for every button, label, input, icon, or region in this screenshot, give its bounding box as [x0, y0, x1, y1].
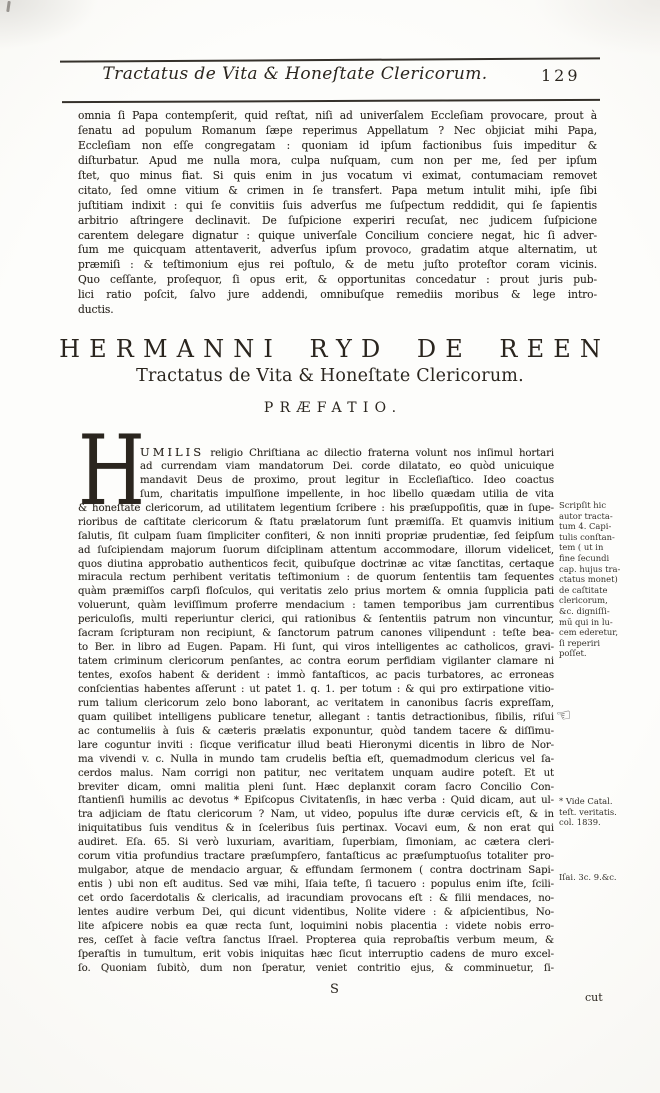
opening-word-caps: UMILIS [140, 446, 205, 459]
text-line: ma vivendi v. c. Nulla in mundo tam crudelis beſtia eſt, quemadmodum clericus vel ſa- [78, 753, 554, 765]
margin-note-line: ctatus monet) [559, 574, 618, 585]
text-line: ſtet, quo minus fiat. Si quis enim in jus vocatum vi eximat, contumaciam removet [78, 168, 597, 182]
text-line: mandavit Deus de proximo, prout legitur in Eccleſiaſtico. Ideo coactus [140, 474, 554, 486]
text-line: periculoſis, multi reperiuntur clerici, qui rationibus & ſententiis patrum non vincuntur, [78, 614, 554, 626]
text-line: ad currendam viam mandatorum Dei. corde dilatato, eo quòd unicuique [140, 460, 554, 472]
text-line: ſenatu ad populum Romanum ſæpe reperimus Appellatum ? Nec objiciat mihi Papa, [78, 123, 597, 137]
text-line: entis ) ubi non eſt auditus. Sed væ mihi, Iſaia teſte, ſi tacuero : populus enim iſte, ſcili- [78, 879, 554, 891]
text-line: conſcientias habentes aſſerunt : ut patet 1. q. 1. per totum : & qui pro extirpatione vitio- [78, 683, 554, 695]
preface-opening-line [140, 446, 554, 460]
margin-note-line: * Vide Catal. [559, 796, 613, 806]
text-line: ad ſuſcipiendam majorum ſuorum diſciplinam attentum accommodare, illorum videlicet, [78, 544, 554, 556]
catchword: cut [585, 991, 603, 1004]
text-line: citato, ſed omne vitium & crimen in ſe transfert. Papa metum intulit mihi, ipſe ſibi [78, 183, 597, 197]
margin-note-line: cap. hujus tra- [559, 563, 621, 574]
text-line: miracula rectum perhibent veritatis teſtimonium : de quorum ſententiis tam ſequentes [78, 572, 554, 584]
header-rule-bottom [62, 99, 600, 103]
running-head: Tractatus de Vita & Honeſtate Clericorum. [102, 64, 488, 84]
text-line: to Ber. in libro ad Eugen. Papam. Hi ſunt, qui viros intelligentes ac catholicos, gravi- [78, 642, 554, 654]
margin-note-line: de caſtitate [559, 584, 608, 595]
margin-note-line: ſi reperiri [559, 637, 601, 648]
text-line: omnia ſi Papa contempſerit, quid reſtat, niſi ad univerſalem Eccleſiam provocare, prout à [78, 109, 597, 122]
text-line: diſturbatur. Apud me nulla mora, culpa nuſquam, cum non per me, ſed per ipſum [78, 153, 597, 167]
margin-note-line: teſt. veritatis. [559, 806, 617, 817]
text-line: juſtitiam indixit : qui ſe convitiis ſuis adverſus me ſuſpectum reddidit, qui ſe ſapientis [78, 198, 597, 212]
text-line: res, ceſſet à facie veſtra ſanctus Iſrael. Propterea quia reprobaſtis verbum meum, & [78, 934, 554, 946]
text-line: breviter dicam, omni malitia pleni ſunt. Hæc deplanxit coram ſacro Concilio Con- [78, 781, 554, 793]
text-line: ſum me quicquam attentaverit, adverſus ipſum provoco, gradatim atque alternatim, ut [78, 243, 597, 257]
header-rule-top [60, 57, 600, 62]
text-line: lare coguntur inviti : ſicque verificatur illud beati Hieronymi dicentis in libro de Nor- [78, 739, 554, 751]
text-line: ſtantienſi humilis ac devotus * Epiſcopus Civitatenſis, in hæc verba : Quid dicam, aut ul- [78, 795, 554, 807]
text-line: iniquitatibus ſuis venditus & in ſceleribus ſuis pertinax. Vocavi eum, & non erat qui [78, 823, 554, 835]
text-line: ſalutis, ſit culpam ſuam ſimpliciter confiteri, & non inniti propriæ prudentiæ, ſed ſeipſum [78, 530, 554, 542]
text-line: cerdos malus. Nam corrigi non patitur, nec veritatem unquam audire poteſt. Et ut [78, 767, 554, 779]
text-line: tentes, exoſos habent & derident : immò fantaſticos, ac pacis turbatores, ac erroneas [78, 670, 554, 681]
signature-mark: S [330, 982, 339, 997]
treatise-subtitle: Tractatus de Vita & Honeſtate Clericorum. [136, 366, 524, 386]
preface-body [78, 415, 554, 976]
margin-note-line: tum 4. Capi- [559, 521, 612, 532]
text-line: Quo ceſſante, proſequor, ſi opus erit, & opportunitas concedatur : prout juris pub- [78, 273, 597, 287]
text-line: mulgabor, atque de mendacio arguar, & effundam ſermonem ( contra doctrinam Sapi- [78, 865, 554, 877]
text-line: cet ordo ſacerdotalis & clericalis, ad iracundiam provocans eſt : & filii mendaces, no- [78, 893, 554, 904]
page-number: 129 [541, 66, 581, 85]
margin-note-line: fine ſecundi [559, 552, 610, 563]
text-line: ac contumeliis à ſuis & cæteris prælatis exponuntur, quòd tandem tacere & diſſimu- [78, 725, 554, 737]
margin-note-isaiah: Iſai. 3c. 9.&c. [559, 872, 617, 882]
praefatio-heading: PRÆFATIO. [263, 400, 403, 416]
opening-line-text: religio Chriſtiana ac dilectio fraterna volunt nos inſimul hortari [210, 448, 554, 459]
margin-note-line: cem ederetur, [559, 627, 618, 638]
margin-notes-column [554, 446, 654, 976]
preface-section [78, 415, 654, 976]
text-line: quos diutina approbatio authenticos fecit, quibuſque doctrinæ ac vitæ ſanctitas, certaque [78, 558, 554, 570]
text-line: ſum, charitatis impulſione impellente, in hoc libello quædam utilia de vita [140, 488, 554, 500]
text-line: rum talium clericorum zelo bono laborant, ac veritatem in canonibus ſacris expreſſam, [78, 697, 554, 709]
margin-note-line: clericorum, [559, 595, 608, 606]
author-heading: HERMANNI RYD DE REEN [59, 335, 610, 363]
text-line: voluerunt, quàm leviſſimum proferre mendacium : tamen temporibus jam currentibus [78, 600, 554, 612]
text-line: præmiſi : & teſtimonium ejus rei poſtulo, & de metu juſto proteſtor coram vicinis. [78, 258, 597, 272]
intro-paragraph [78, 109, 597, 318]
text-line: lentes audire verbum Dei, qui dicunt videntibus, Nolite videre : & aſpicientibus, No- [78, 906, 554, 918]
drop-cap-initial: H [78, 415, 145, 527]
margin-note-line: poſſet. [559, 648, 587, 659]
text-line: & honeſtate clericorum, ad utilitatem legentium ſcribere : his præſuppoſitis, quæ in ſupe- [78, 502, 554, 514]
margin-note-line: tem ( ut in [559, 542, 604, 553]
margin-note-line: &c. digniſſi- [559, 605, 610, 616]
text-line: lite aſpicere nobis ea quæ recta ſunt, loquimini nobis placentia : videte nobis erro- [78, 920, 554, 932]
text-line: quam quilibet intelligens publicare tenetur, allegant : tantis detractionibus, ſibilis, riſui [78, 711, 554, 723]
text-line: tra adjiciam de ſtatu clericorum ? Nam, ut video, populus iſte duræ cervicis eſt, & in [78, 809, 554, 821]
text-line: quàm præmiſſos carpſi floſculos, qui veritatis zelo prius mortem & omnia ſupplicia pati [78, 586, 554, 598]
text-line: ſacram ſcripturam non recipiunt, & ſanctorum patrum canones vilipendunt : teſte bea- [78, 628, 554, 640]
paragraph-last-line: ductis. [78, 303, 114, 317]
margin-note-line: autor tracta- [559, 510, 613, 521]
margin-note-line: col. 1839. [559, 817, 601, 828]
margin-note-line: tulis conſtan- [559, 531, 615, 542]
text-line: Eccleſiam non eſſe congregatam : quoniam id ipſum factionibus ſuis impeditur & [78, 138, 597, 152]
manicule-icon: ☜ [554, 705, 573, 727]
scan-speck [6, 1, 11, 12]
text-line: tatem criminum clericorum penſantes, ac contra eorum perfidiam vigilanter clamare ni [78, 656, 554, 668]
text-line: rioribus de caſtitate clericorum & ſtatu prælatorum ſunt præmiſſa. Et quamvis initium [78, 516, 554, 528]
text-line: carentem delegare dignatur : quique univerſale Concilium conciere negat, hic ſi adver- [78, 228, 597, 242]
margin-note-line: Scripſit hic [559, 500, 607, 510]
text-line: ſo. Quoniam ſubitò, dum non ſperatur, veniet contritio ejus, & comminuetur, ſi- [78, 962, 554, 974]
margin-note-line: mū qui in lu- [559, 616, 613, 627]
text-line: corum vitia profundius tractare præſumpſero, fantaſticus ac præſumptuoſus totaliter pro- [78, 851, 554, 863]
margin-note-citation [559, 796, 651, 828]
text-line: ſperaſtis in tumultum, erit vobis iniquitas hæc ſicut interruptio cadens de muro excel- [78, 948, 554, 960]
text-line: lici ratio poſcit, ſalvo jure addendi, omnibuſque remediis moribus & lege intro- [78, 288, 597, 302]
margin-note-author [559, 500, 651, 659]
text-line: audiret. Eſa. 65. Si verò luxuriam, avaritiam, ſuperbiam, ſimoniam, ac cætera cleri- [78, 837, 554, 849]
text-line: arbitrio aſtringere declinavit. De ſuſpicione experiri recuſat, nec judicem ſuſpicione [78, 213, 597, 227]
